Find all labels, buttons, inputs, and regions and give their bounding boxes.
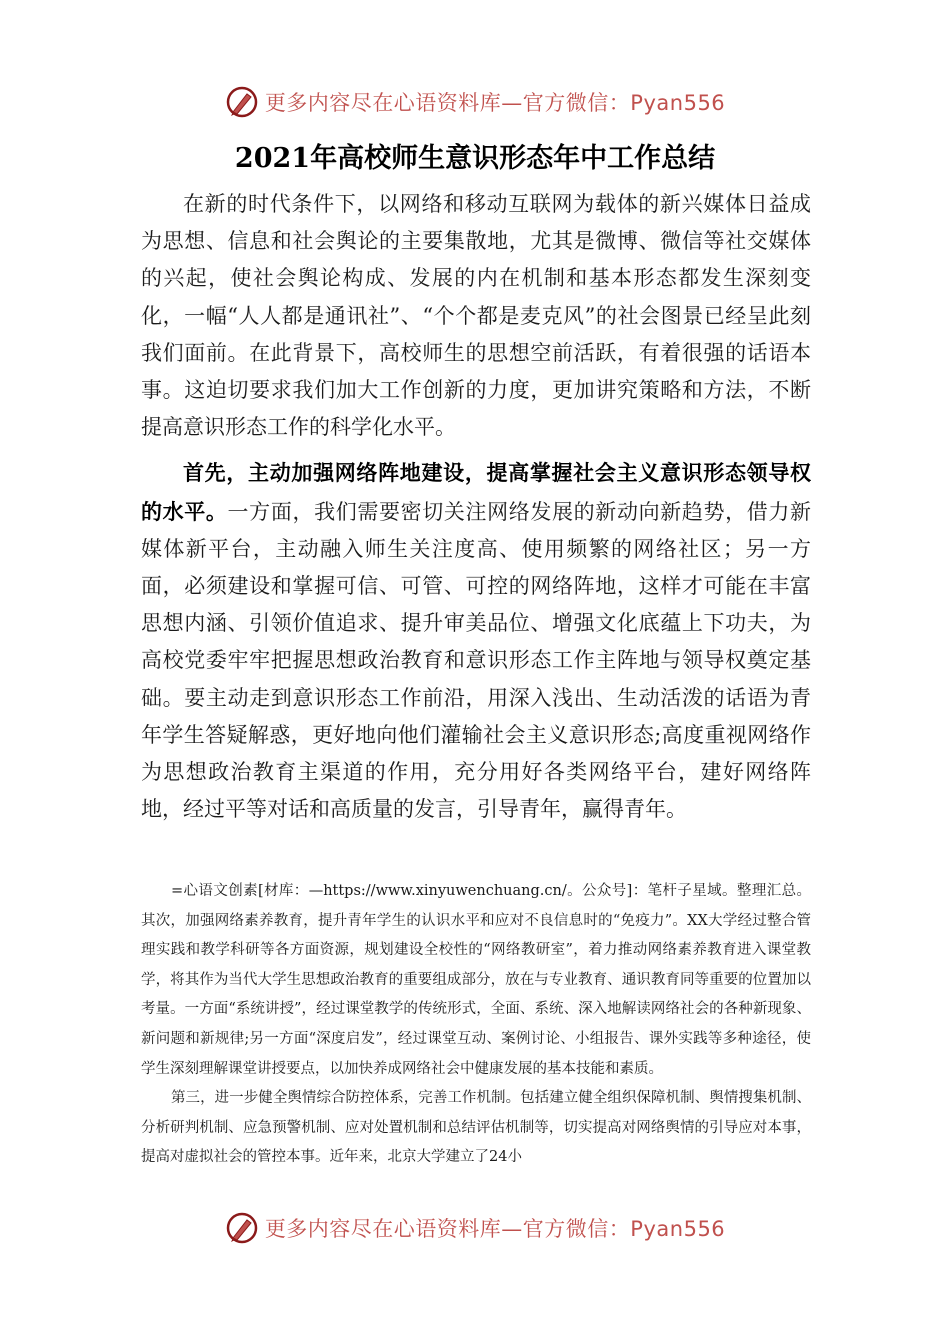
pen-logo-icon [225, 85, 259, 119]
paragraph-intro: 在新的时代条件下，以网络和移动互联网为载体的新兴媒体日益成为思想、信息和社会舆论的主要集散地，尤其是微博、微信等社交媒体的兴起，使社会舆论构成、发展的内在机制和基本形态都发生深刻变化，一幅“人人都是通讯社”、“个个都是麦克风”的社会图景已经呈此刻我们面前。在此背景下，高校师生的思想空前活跃，有着很强的话语本事。这迫切要求我们加大工作创新的力度，更加讲究策略和方法，不断提高意识形态工作的科学化水平。 [141, 192, 811, 440]
paragraph-first-point [141, 454, 811, 828]
document-body-small [141, 877, 811, 1173]
banner-text: 更多内容尽在心语资料库—官方微信：Pyan556 [264, 91, 726, 115]
header-banner [0, 82, 950, 122]
paragraph-second-point: =心语文创素[材库：—https://www.xinyuwenchuang.cn/。公众号]：笔杆子星域。整理汇总。其次，加强网络素养教育，提升青年学生的认识水平和应对不良信息时的“免疫力”。XX大学经过整合管理实践和教学科研等各方面资源，规划建设全校性的“网络教研室”，着力推动网络素养教育进入课堂教学，将其作为当代大学生思想政治教育的重要组成部分，放在与专业教育、通识教育同等重要的位置加以考量。一方面“系统讲授”，经过课堂教学的传统形式，全面、系统、深入地解读网络社会的各种新现象、新问题和新规律;另一方面“深度启发”，经过课堂互动、案例讨论、小组报告、课外实践等多种途径，使学生深刻理解课堂讲授要点，以加快养成网络社会中健康发展的基本技能和素质。 [141, 883, 811, 1077]
footer-banner [0, 1208, 950, 1248]
document-body-main [141, 186, 811, 836]
banner-text: 更多内容尽在心语资料库—官方微信：Pyan556 [264, 1217, 726, 1241]
paragraph-third-point: 第三，进一步健全舆情综合防控体系，完善工作机制。包括建立健全组织保障机制、舆情搜集机制、分析研判机制、应急预警机制、应对处置机制和总结评估机制等，切实提高对网络舆情的引导应对本事，提高对虚拟社会的管控本事。近年来，北京大学建立了24小 [141, 1090, 811, 1166]
pen-logo-icon [225, 1211, 259, 1245]
document-title: 2021年高校师生意识形态年中工作总结 [234, 143, 716, 174]
paragraph-first-point-body: 一方面，我们需要密切关注网络发展的新动向新趋势，借力新媒体新平台，主动融入师生关注度高、使用频繁的网络社区；另一方面，必须建设和掌握可信、可管、可控的网络阵地，这样才可能在丰富思想内涵、引领价值追求、提升审美品位、增强文化底蕴上下功夫，为高校党委牢牢把握思想政治教育和意识形态工作主阵地与领导权奠定基础。要主动走到意识形态工作前沿，用深入浅出、生动活泼的话语为青年学生答疑解惑，更好地向他们灌输社会主义意识形态;高度重视网络作为思想政治教育主渠道的作用，充分用好各类网络平台，建好网络阵地，经过平等对话和高质量的发言，引导青年，赢得青年。 [141, 499, 812, 822]
paragraph-first-point-lead: 首先，主动加强网络阵地建设，提高掌握社会主义意识形态领导权的水平。 [141, 460, 811, 524]
